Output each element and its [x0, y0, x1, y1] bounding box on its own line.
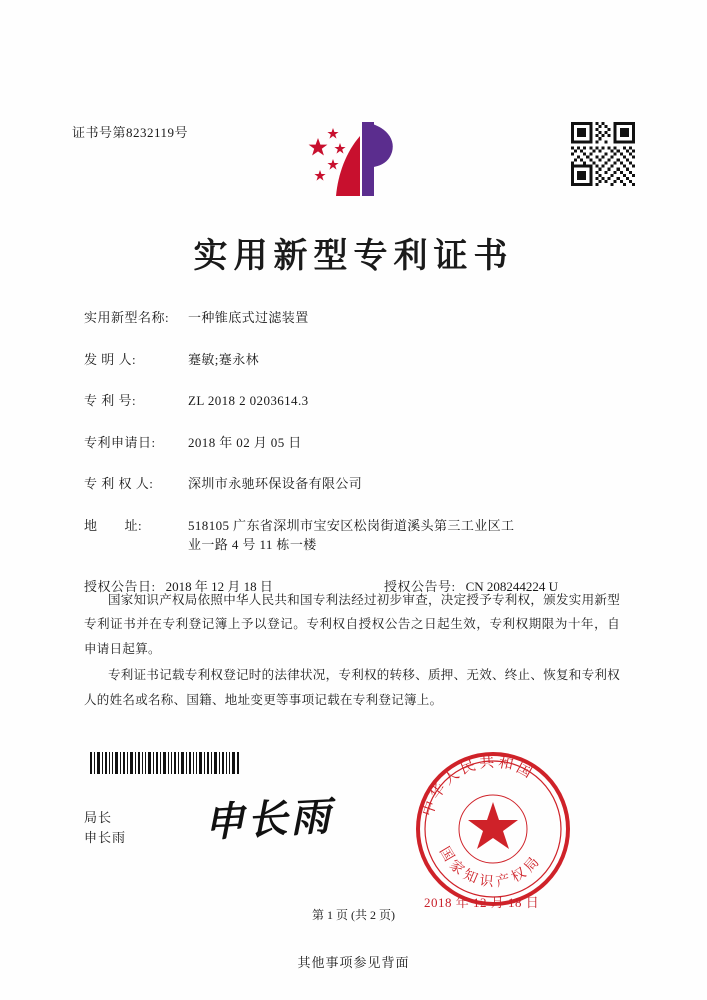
- field-value-address: [188, 516, 624, 555]
- director-name: 申长雨: [84, 830, 127, 846]
- field-label: 专 利 权 人:: [84, 476, 154, 491]
- field-row-patentee: [84, 474, 624, 494]
- field-value: 蹇敏;蹇永林: [188, 351, 260, 367]
- legal-text: [84, 588, 620, 714]
- field-list: [84, 308, 624, 610]
- field-label: 地 址:: [84, 517, 143, 533]
- barcode: [90, 752, 240, 774]
- field-row-address: [84, 516, 624, 555]
- grant-date-value: 2018 年 12 月 18 日: [165, 578, 273, 594]
- legal-paragraph-2: 专利证书记载专利权登记时的法律状况，专利权的转移、质押、无效、终止、恢复和专利权人的姓名或名称、国籍、地址变更等事项记载在专利登记簿上。: [84, 668, 621, 707]
- handwritten-signature: 申长雨: [203, 792, 335, 847]
- field-value: 深圳市永驰环保设备有限公司: [188, 476, 363, 491]
- official-seal: [414, 750, 572, 908]
- director-title: 局长: [84, 810, 113, 825]
- field-row-inventor: [84, 350, 624, 370]
- field-label: 专 利 号:: [84, 393, 137, 408]
- field-value: ZL 2018 2 0203614.3: [188, 393, 309, 408]
- field-row-patent-number: [84, 391, 624, 411]
- field-label: 实用新型名称:: [84, 310, 170, 325]
- page-number: 第 1 页 (共 2 页): [312, 908, 395, 922]
- svg-text:中华人民共和国: 中华人民共和国: [418, 752, 538, 819]
- field-value: 一种锥底式过滤装置: [188, 310, 309, 325]
- publication-number-value: CN 208244224 U: [465, 578, 559, 594]
- field-value: 2018 年 02 月 05 日: [188, 434, 302, 450]
- certificate-number: 证书号第8232119号: [72, 125, 189, 140]
- field-row-application-date: [84, 433, 624, 453]
- svg-text:国家知识产权局: 国家知识产权局: [435, 844, 546, 891]
- address-line-1: 518105 广东省深圳市宝安区松岗街道溪头第三工业区工: [188, 517, 515, 533]
- qr-code: [571, 122, 635, 186]
- page-title: 实用新型专利证书: [193, 236, 514, 276]
- field-label: 专利申请日:: [84, 434, 156, 450]
- field-row-utility-model-name: [84, 308, 624, 328]
- director-labels: [84, 808, 126, 848]
- cnipa-logo: [300, 118, 406, 200]
- address-line-2: 业一路 4 号 11 栋一楼: [188, 537, 317, 552]
- legal-paragraph-1: 国家知识产权局依照中华人民共和国专利法经过初步审查，决定授予专利权，颁发实用新型专利证书并在专利登记簿上予以登记。专利权自授权公告之日起生效，专利权期限为十年，自申请日起算。: [84, 593, 621, 656]
- publication-number-label: 授权公告号:: [384, 578, 456, 594]
- field-label: 发 明 人:: [84, 351, 137, 367]
- grant-date-label: 授权公告日:: [84, 578, 156, 594]
- seal-date: 2018 年 12 月 18 日: [424, 895, 540, 910]
- footer-note: 其他事项参见背面: [297, 955, 410, 970]
